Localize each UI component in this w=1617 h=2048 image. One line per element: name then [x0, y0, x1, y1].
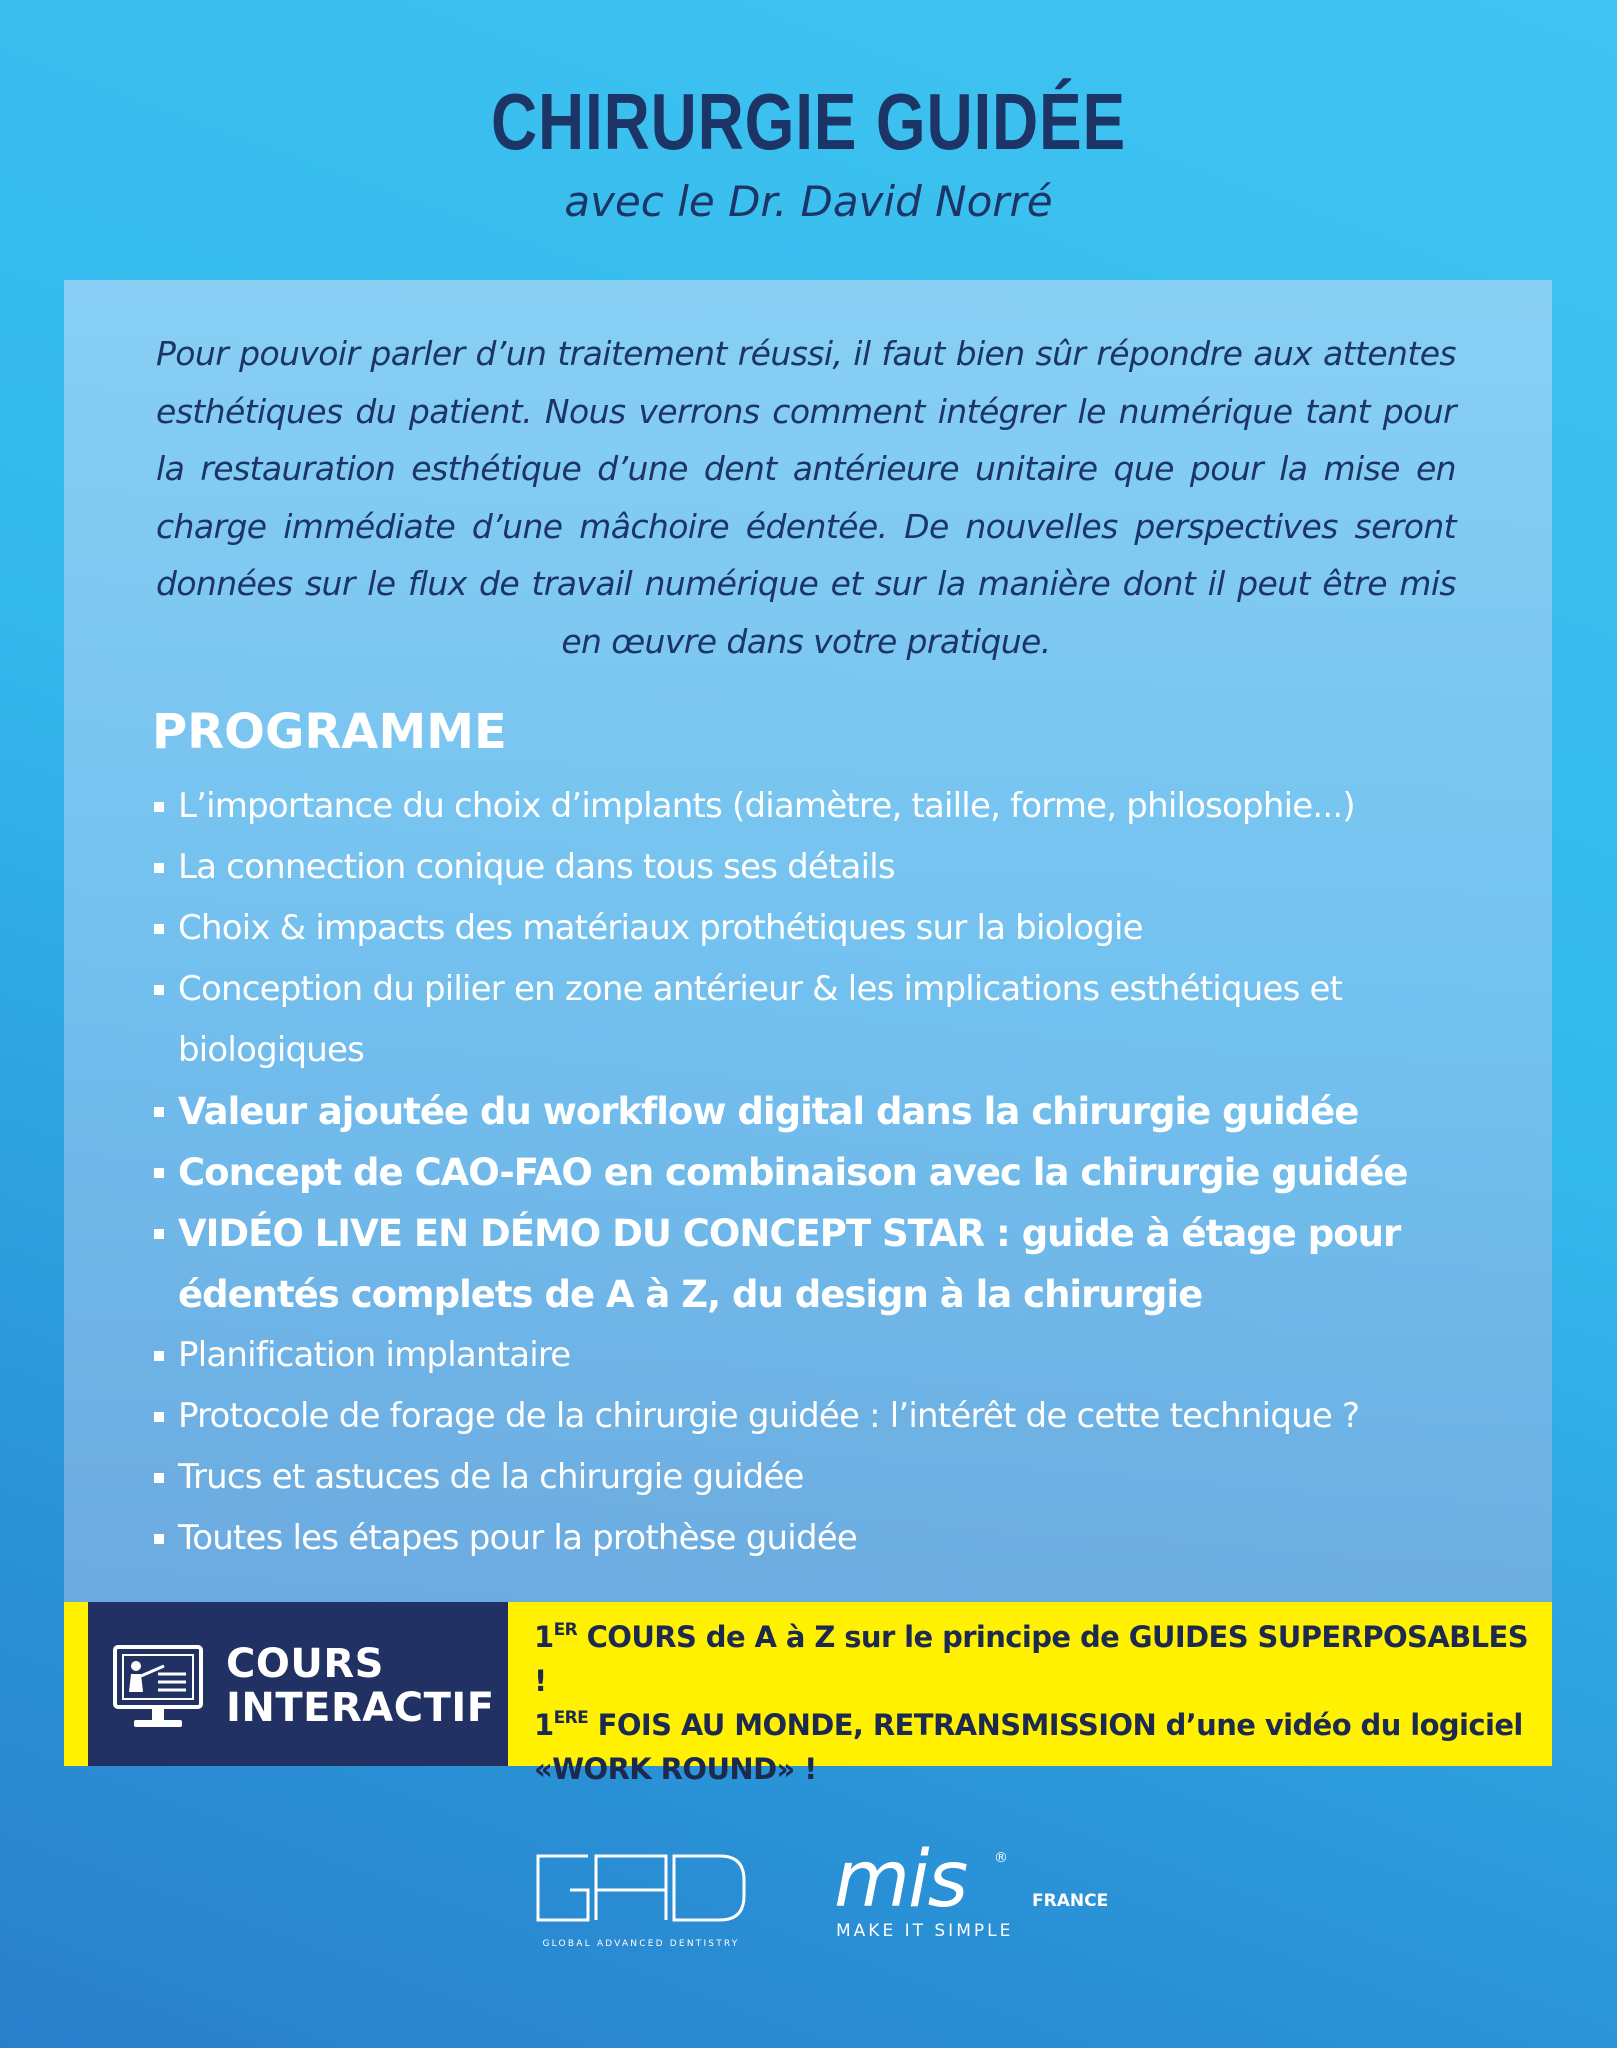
mis-wordmark: mis	[834, 1835, 967, 1925]
programme-item-text: Protocole de forage de la chirurgie guidée : l’intérêt de cette technique ?	[178, 1396, 1360, 1436]
programme-item-text: L’importance du choix d’implants (diamètre, taille, forme, philosophie...)	[178, 786, 1355, 826]
programme-item	[152, 1508, 1472, 1569]
programme-item	[152, 1325, 1472, 1386]
programme-item-text: Conception du pilier en zone antérieur & les implications esthétiques et biologiques	[178, 969, 1343, 1070]
programme-list	[152, 776, 1472, 1569]
programme-item	[152, 776, 1472, 837]
intro-paragraph: Pour pouvoir parler d’un traitement réussi, il faut bien sûr répondre aux attentes esthétiques du patient. Nous verrons comment intégrer le numérique tant pour la restauration esthétique d’une dent antérieure unitaire que pour la mise en charge immédiate d’une mâchoire édentée. De nouvelles perspectives seront données sur le flux de travail numérique et sur la manière dont il peut être mis en œuvre dans votre pratique.	[156, 334, 1456, 661]
cours-label-line2: INTERACTIF	[226, 1685, 495, 1731]
mis-country: FRANCE	[1032, 1891, 1109, 1911]
gad-tagline: GLOBAL ADVANCED DENTISTRY	[542, 1939, 740, 1949]
programme-item	[152, 959, 1418, 1081]
page-subtitle: avec le Dr. David Norré	[564, 177, 1053, 226]
bullet-icon	[154, 1107, 164, 1117]
banner-line-1	[534, 1615, 1544, 1703]
bullet-icon	[154, 1534, 164, 1544]
programme-item	[152, 898, 1472, 959]
programme-item-text: VIDÉO LIVE EN DÉMO DU CONCEPT STAR : guide à étage pour édentés complets de A à Z, du design à la chirurgie	[178, 1212, 1401, 1316]
bullet-icon	[154, 1473, 164, 1483]
programme-item-text: Choix & impacts des matériaux prothétiques sur la biologie	[178, 908, 1143, 948]
bullet-icon	[154, 1351, 164, 1361]
banner-line-1-number: 1	[534, 1620, 554, 1654]
banner-text	[534, 1615, 1544, 1791]
cours-interactif-label	[226, 1642, 495, 1730]
bullet-icon	[154, 1412, 164, 1422]
programme-item-text: Toutes les étapes pour la prothèse guidée	[178, 1518, 857, 1558]
banner-line-2-text: FOIS AU MONDE, RETRANSMISSION d’une vidéo du logiciel «WORK ROUND» !	[534, 1708, 1523, 1786]
programme-item-text: La connection conique dans tous ses détails	[178, 847, 895, 887]
bullet-icon	[154, 1168, 164, 1178]
programme-item	[152, 1447, 1472, 1508]
banner-line-2	[534, 1703, 1544, 1791]
registered-mark: ®	[994, 1850, 1008, 1866]
mis-logo	[834, 1835, 1109, 1952]
bullet-icon	[154, 1229, 164, 1239]
bullet-icon	[154, 985, 164, 995]
gad-logo	[530, 1850, 752, 1960]
bullet-icon	[154, 802, 164, 812]
bullet-icon	[154, 863, 164, 873]
programme-item	[152, 1081, 1472, 1142]
programme-title: PROGRAMME	[152, 704, 507, 760]
banner-line-2-sup: ERE	[553, 1708, 589, 1728]
programme-item-text: Planification implantaire	[178, 1335, 571, 1375]
page-title: CHIRURGIE GUIDÉE	[490, 77, 1127, 166]
programme-item	[152, 1203, 1418, 1325]
programme-item-text: Concept de CAO-FAO en combinaison avec la chirurgie guidée	[178, 1151, 1408, 1194]
programme-item	[152, 1142, 1472, 1203]
banner-line-1-text: COURS de A à Z sur le principe de GUIDES SUPERPOSABLES !	[534, 1620, 1529, 1698]
cours-label-line1: COURS	[226, 1641, 384, 1687]
programme-item-text: Valeur ajoutée du workflow digital dans la chirurgie guidée	[178, 1090, 1359, 1133]
bullet-icon	[154, 924, 164, 934]
mis-tagline: MAKE IT SIMPLE	[836, 1921, 1014, 1941]
programme-item	[152, 837, 1472, 898]
banner-line-2-number: 1	[534, 1708, 554, 1742]
banner-line-1-sup: ER	[553, 1620, 578, 1640]
programme-item-text: Trucs et astuces de la chirurgie guidée	[178, 1457, 804, 1497]
presentation-monitor-icon	[112, 1644, 204, 1732]
programme-item	[152, 1386, 1472, 1447]
